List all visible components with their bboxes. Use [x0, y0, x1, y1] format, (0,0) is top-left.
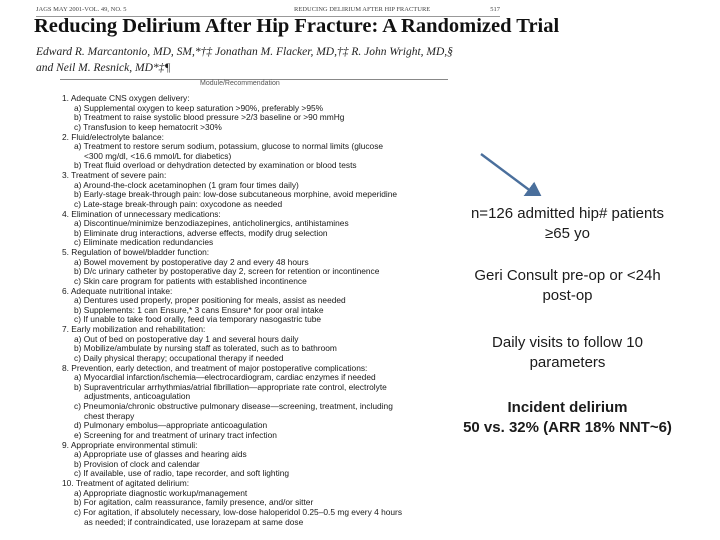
running-title: REDUCING DELIRIUM AFTER HIP FRACTURE: [294, 6, 431, 13]
journal-issue-info: JAGS MAY 2001-VOL. 49, NO. 5: [36, 6, 127, 13]
protocol-recommendation: b) Supplements: 1 can Ensure,* 3 cans Ensure* for poor oral intake: [74, 305, 324, 315]
protocol-recommendation: a) Out of bed on postoperative day 1 and several hours daily: [74, 334, 299, 344]
protocol-recommendation: a) Around-the-clock acetaminophen (1 gram four times daily): [74, 180, 299, 190]
protocol-recommendation: c) Late-stage break-through pain: oxycodone as needed: [74, 199, 283, 209]
protocol-recommendation: b) Treat fluid overload or dehydration detected by examination or blood tests: [74, 161, 357, 171]
protocol-recommendation: a) Discontinue/minimize benzodiazepines, anticholinergics, antihistamines: [74, 219, 349, 229]
authors-line-2: and Neil M. Resnick, MD*‡¶: [36, 62, 171, 74]
protocol-recommendation: a) Myocardial infarction/ischemia—electrocardiogram, cardiac enzymes if needed: [74, 373, 376, 383]
protocol-recommendation: b) Early-stage break-through pain: low-dose subcutaneous morphine, avoid meperidine: [74, 190, 398, 200]
protocol-table: [62, 94, 474, 527]
protocol-recommendation: adjustments, anticoagulation: [84, 392, 191, 402]
protocol-recommendation: b) Mobilize/ambulate by nursing staff as tolerated, such as to bathroom: [74, 344, 337, 354]
summary-line: post-op: [542, 287, 593, 304]
protocol-recommendation: d) Pulmonary embolus—appropriate anticoagulation: [74, 421, 268, 431]
protocol-recommendation: b) Treatment to raise systolic blood pressure >2/3 baseline or >90 mmHg: [74, 113, 345, 123]
paper-authors: [36, 44, 506, 76]
protocol-recommendation: b) Supraventricular arrhythmias/atrial fibrillation—appropriate rate control, electrolyte: [74, 382, 387, 392]
table-column-header: Module/Recommendation: [200, 80, 280, 87]
protocol-recommendation: as needed; if contraindicated, use lorazepam at same dose: [84, 517, 304, 527]
protocol-module: 9. Appropriate environmental stimuli:: [62, 440, 198, 450]
protocol-module: 6. Adequate nutritional intake:: [62, 286, 173, 296]
protocol-recommendation: a) Dentures used properly, proper positioning for meals, assist as needed: [74, 296, 346, 306]
authors-line-1: Edward R. Marcantonio, MD, SM,*†‡ Jonathan M. Flacker, MD,†‡ R. John Wright, MD,§: [36, 46, 453, 58]
protocol-module: 4. Elimination of unnecessary medications:: [62, 209, 221, 219]
protocol-module: 10. Treatment of agitated delirium:: [62, 479, 190, 488]
summary-outcome: [435, 398, 700, 438]
protocol-module: 7. Early mobilization and rehabilitation:: [62, 325, 206, 334]
protocol-recommendation: c) If unable to take food orally, feed via temporary nasogastric tube: [74, 315, 322, 325]
protocol-recommendation: c) Skin care program for patients with established incontinence: [74, 276, 307, 286]
protocol-recommendation: c) Daily physical therapy; occupational therapy if needed: [74, 353, 284, 363]
protocol-module: 2. Fluid/electrolyte balance:: [62, 132, 164, 142]
protocol-recommendation: a) Supplemental oxygen to keep saturation >90%, preferably >95%: [74, 103, 324, 113]
summary-population: [435, 204, 700, 244]
protocol-recommendation: c) If available, use of radio, tape recorder, and soft lighting: [74, 469, 290, 479]
protocol-recommendation: chest therapy: [84, 411, 135, 421]
protocol-recommendation: a) Bowel movement by postoperative day 2 and every 48 hours: [74, 257, 309, 267]
protocol-module: 3. Treatment of severe pain:: [62, 171, 167, 180]
protocol-recommendation: c) For agitation, if absolutely necessary, low-dose haloperidol 0.25–0.5 mg every 4 hours: [74, 507, 403, 517]
protocol-recommendation: c) Pneumonia/chronic obstructive pulmonary disease—screening, treatment, including: [74, 402, 393, 411]
protocol-module: 8. Prevention, early detection, and treatment of major postoperative complications:: [62, 363, 368, 373]
protocol-recommendation: c) Eliminate medication redundancies: [74, 238, 214, 248]
protocol-recommendation: <300 mg/dl, <16.6 mmol/L for diabetics): [84, 151, 232, 161]
summary-intervention: [435, 266, 700, 306]
protocol-recommendation: c) Transfusion to keep hematocrit >30%: [74, 122, 222, 132]
summary-line: Incident delirium: [507, 399, 628, 416]
protocol-recommendation: b) For agitation, calm reassurance, family presence, and/or sitter: [74, 498, 314, 508]
page-number: 517: [490, 6, 500, 13]
protocol-recommendation: b) D/c urinary catheter by postoperative day 2, screen for retention or incontinence: [74, 267, 380, 277]
protocol-recommendation: a) Appropriate diagnostic workup/management: [74, 488, 248, 498]
summary-line: ≥65 yo: [545, 225, 590, 242]
summary-line: n=126 admitted hip# patients: [470, 205, 665, 222]
protocol-recommendation: e) Screening for and treatment of urinary tract infection: [74, 430, 277, 440]
protocol-module: 5. Regulation of bowel/bladder function:: [62, 248, 210, 257]
protocol-recommendation: a) Appropriate use of glasses and hearing aids: [74, 450, 247, 460]
protocol-recommendation: b) Provision of clock and calendar: [74, 459, 200, 469]
summary-overlay: [435, 196, 700, 445]
protocol-recommendation: a) Treatment to restore serum sodium, potassium, glucose to normal limits (glucose: [74, 142, 384, 152]
protocol-recommendation: b) Eliminate drug interactions, adverse effects, modify drug selection: [74, 228, 328, 238]
paper-title: Reducing Delirium After Hip Fracture: A Randomized Trial: [34, 15, 560, 37]
summary-line: Daily visits to follow 10: [492, 334, 643, 351]
summary-line: parameters: [529, 354, 606, 371]
summary-line: 50 vs. 32% (ARR 18% NNT~6): [463, 419, 672, 436]
summary-line: Geri Consult pre-op or <24h: [474, 267, 661, 284]
summary-follow-up: [435, 333, 700, 373]
protocol-module: 1. Adequate CNS oxygen delivery:: [62, 94, 190, 103]
